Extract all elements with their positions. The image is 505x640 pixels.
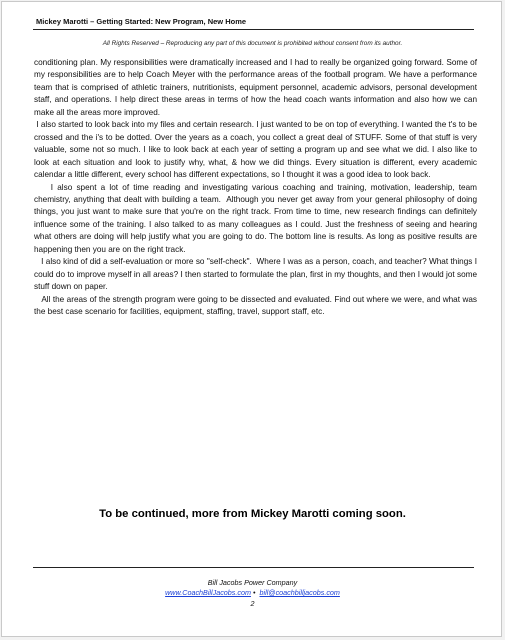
body-paragraph: I also kind of did a self-evaluation or more so "self-check". Where I was as a person, coach, and teacher? What things I could do to improve myself in all areas? I then started to formulate the plan, first in my thoughts, and then I would jot some stuff down on paper. <box>34 257 480 292</box>
to-be-continued-note: To be continued, more from Mickey Marotti coming soon. <box>99 508 406 520</box>
footer-separator: • <box>250 588 260 597</box>
footer-links <box>2 588 503 597</box>
document-header-title: Mickey Marotti – Getting Started: New Program, New Home <box>36 17 247 26</box>
page-number: 2 <box>250 599 255 608</box>
rights-notice: All Rights Reserved – Reproducing any part of this document is prohibited without consent from its author. <box>102 40 403 47</box>
body-paragraph: I also spent a lot of time reading and investigating various coaching and training, motivation, leadership, team chemistry, anything that dealt with building a team. Although you never get away from your general philosophy of doing things, you just want to make sure that you're on the right track. From time to time, new research findings can definitely influence some of the training. I also talked to as many colleagues as I could. Just the freshness of seeing and hearing what others are doing will help justify what you are going to do. The bottom line is results. As long as positive results are happening then you are on the right track. <box>34 182 480 254</box>
footer-rule <box>33 567 474 568</box>
email-link[interactable]: bill@coachbilljacobs.com <box>259 588 340 597</box>
document-page <box>1 1 502 637</box>
header-rule <box>33 29 474 30</box>
article-body <box>34 57 480 319</box>
website-link[interactable]: www.CoachBillJacobs.com <box>165 588 251 597</box>
footer-company-name: Bill Jacobs Power Company <box>207 578 298 587</box>
body-paragraph: conditioning plan. My responsibilities were dramatically increased and I had to really be organized going forward. Some of my responsibilities are to help Coach Meyer with the performance areas of the football program. We have a performance team that is comprised of athletic trainers, nutritionists, equipment personnel, academic advisors, personal development staff, and operations. I help direct these areas in terms of how the head coach wants information and also how we can make all the areas more improved. <box>34 58 477 117</box>
body-paragraph: All the areas of the strength program were going to be dissected and evaluated. Find out where we were, and what was the best case scenario for facilities, equipment, staffing, travel, support staff, etc. <box>34 294 480 317</box>
body-paragraph: I also started to look back into my files and certain research. I just wanted to be on top of everything. I wanted the t's to be crossed and the i's to be dotted. Over the years as a coach, you collect a great deal of STUFF. Some of that stuff is very valuable, some not so much. I like to look back at each year of setting a program up and see what we did. I also like to look at each situation and look to justify why, what, & how we did things. Every situation is different, every academic calendar a little different, every school has different expectations, so I thought it was a good idea to look back. <box>34 120 480 180</box>
